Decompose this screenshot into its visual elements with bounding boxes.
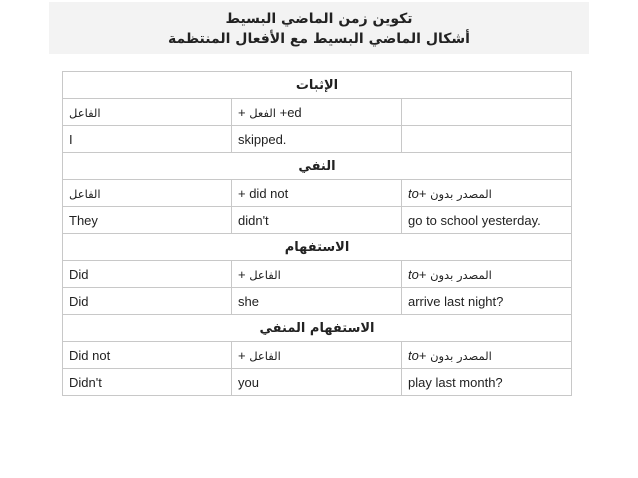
table-cell [402,126,572,153]
section-heading-negative-question: الاستفهام المنفي [63,315,572,342]
table-cell: Didn't [63,369,232,396]
table-cell: They [63,207,232,234]
table-row [63,342,572,369]
to-label: to [408,347,419,363]
table-row [63,207,572,234]
grammar-table [62,71,572,396]
verb-label: الفعل [249,105,276,120]
base-form-label: المصدر بدون [430,267,492,282]
table-row [63,180,572,207]
page-subtitle: أشكال الماضي البسيط مع الأفعال المنتظمة [168,31,470,47]
subject-label: الفاعل [249,348,281,363]
subject-label: الفاعل [69,105,101,120]
section-heading-question: الاستفهام [63,234,572,261]
subject-label: الفاعل [69,186,101,201]
table-cell: she [232,288,402,315]
table-cell: play last month? [402,369,572,396]
section-row-negative [63,153,572,180]
section-heading-affirmative: الإثبات [63,72,572,99]
to-label: to [408,266,419,282]
page-title: تكوين زمن الماضي البسيط [225,11,413,27]
table-row [63,288,572,315]
table-row [63,99,572,126]
table-cell [232,342,402,369]
table-cell: you [232,369,402,396]
section-row-affirmative [63,72,572,99]
ed-suffix: +ed [276,104,302,120]
section-heading-negative: النفي [63,153,572,180]
table-cell [232,261,402,288]
base-form-label: المصدر بدون [430,348,492,363]
plus-sign: + [238,104,250,120]
table-cell: didn't [232,207,402,234]
base-form-label: المصدر بدون [430,186,492,201]
plus-sign: + [418,347,431,363]
table-cell: arrive last night? [402,288,572,315]
table-row [63,126,572,153]
table-cell [63,99,232,126]
table-cell [63,180,232,207]
table-cell [402,99,572,126]
plus-sign: + [418,185,431,201]
table-cell [402,180,572,207]
plus-sign: + [238,347,250,363]
table-cell: I [63,126,232,153]
plus-sign: + [418,266,431,282]
table-cell: Did not [63,342,232,369]
section-row-question [63,234,572,261]
table-cell [402,261,572,288]
table-row [63,261,572,288]
table-cell: Did [63,288,232,315]
table-cell [402,342,572,369]
table-row [63,369,572,396]
table-cell: Did [63,261,232,288]
section-row-negative-question [63,315,572,342]
plus-sign: + [238,266,250,282]
to-label: to [408,185,419,201]
table-cell: go to school yesterday. [402,207,572,234]
table-cell [232,99,402,126]
slide-header [49,2,589,54]
subject-label: الفاعل [249,267,281,282]
table-cell: + did not [232,180,402,207]
table-cell: skipped. [232,126,402,153]
